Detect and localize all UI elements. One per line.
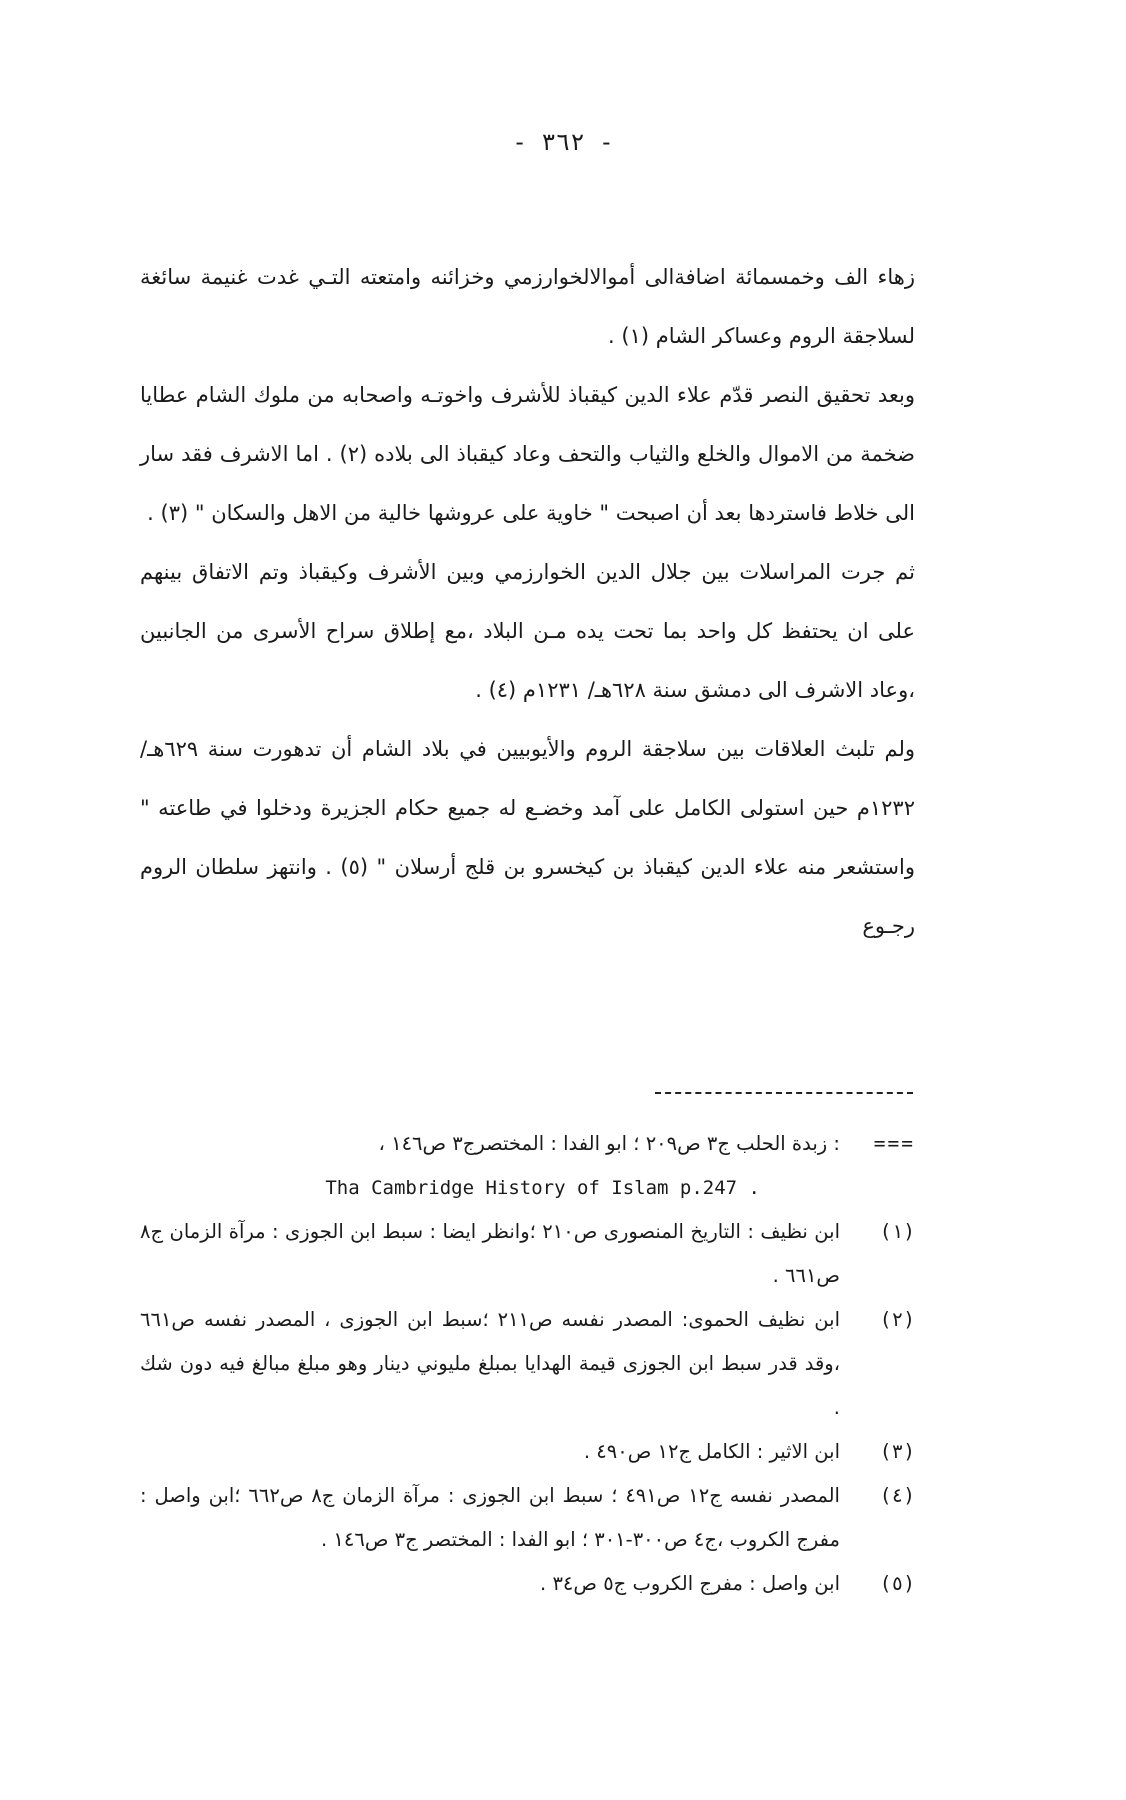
main-text [140, 248, 915, 956]
footnote-text: ابن نظيف : التاريخ المنصورى ص٢١٠ ؛وانظر ايضا : سبط ابن الجوزى : مرآة الزمان ج٨ ص٦٦١ . [140, 1220, 840, 1287]
footnotes [140, 1122, 915, 1606]
footnote-number: (٥) [879, 1572, 915, 1595]
footnote-text: المصدر نفسه ج١٢ ص٤٩١ ؛ سبط ابن الجوزى : مرآة الزمان ج٨ ص٦٦٢ ؛ابن واصل : مفرج الكروب ،ج٤ ص٣٠٠-٣٠١ ؛ ابو الفدا : المختصر ج٣ ص١٤٦ . [140, 1484, 840, 1551]
footnote-number: (١) [879, 1220, 915, 1243]
footnote-text: ابن الاثير : الكامل ج١٢ ص٤٩٠ . [583, 1440, 840, 1463]
footnote [140, 1298, 915, 1430]
source-note-latin: Tha Cambridge History of Islam p.247 . [325, 1177, 760, 1199]
source-note-marker: === [873, 1132, 915, 1155]
paragraph-3: ثم جرت المراسلات بين جلال الدين الخوارزمي وبين الأشرف وكيقباذ وتم الاتفاق بينهم على ان يحتفظ كل واحد بما تحت يده مـن البلاد ،مع إطلاق سراح الأسرى من الجانبين ،وعاد الاشرف الى دمشق سنة ٦٢٨هـ/ ١٢٣١م (٤) . [140, 560, 915, 702]
footnote-number: (٢) [879, 1308, 915, 1331]
page-number: - ٣٦٢ - [512, 128, 614, 156]
footnote [140, 1430, 915, 1474]
footnote-number: (٣) [879, 1440, 915, 1463]
footnote-text: ابن نظيف الحموى: المصدر نفسه ص٢١١ ؛سبط ابن الجوزى ، المصدر نفسه ص٦٦١ ،وقد قدر سبط ابن الجوزى قيمة الهدايا بمبلغ مليوني دينار وهو مبلغ مبالغ فيه دون شك . [140, 1308, 841, 1419]
footnote [140, 1210, 915, 1298]
paragraph-1: زهاء الف وخمسمائة اضافةالى أموالالخوارزمي وخزائنه وامتعته التـي غدت غنيمة سائغة لسلاجقة الروم وعساكر الشام (١) . [140, 265, 915, 348]
footnote-separator [655, 1092, 913, 1094]
footnote-text: ابن واصل : مفرج الكروب ج٥ ص٣٤ . [540, 1572, 840, 1595]
footnote-number: (٤) [879, 1484, 915, 1507]
source-note-text: : زبدة الحلب ج٣ ص٢٠٩ ؛ ابو الفدا : المختصرج٣ ص١٤٦ ، [378, 1132, 840, 1155]
footnote [140, 1474, 915, 1562]
paragraph-4: ولم تلبث العلاقات بين سلاجقة الروم والأيوبيين في بلاد الشام أن تدهورت سنة ٦٢٩هـ/١٢٣٢م حين استولى الكامل على آمد وخضـع له جميع حكام الجزيرة ودخلوا في طاعته " واستشعر منه علاء الدين كيقباذ بن كيخسرو بن قلج أرسلان " (٥) . وانتهز سلطان الروم رجـوع [140, 737, 915, 938]
paragraph-2: وبعد تحقيق النصر قدّم علاء الدين كيقباذ للأشرف واخوتـه واصحابه من ملوك الشام عطايا ضخمة من الاموال والخلع والثياب والتحف وعاد كيقباذ الى بلاده (٢) . اما الاشرف فقد سار الى خلاط فاستردها بعد أن اصبحت " خاوية على عروشها خالية من الاهل والسكان " (٣) . [140, 383, 915, 525]
source-note [140, 1122, 915, 1166]
footnote [140, 1562, 915, 1606]
